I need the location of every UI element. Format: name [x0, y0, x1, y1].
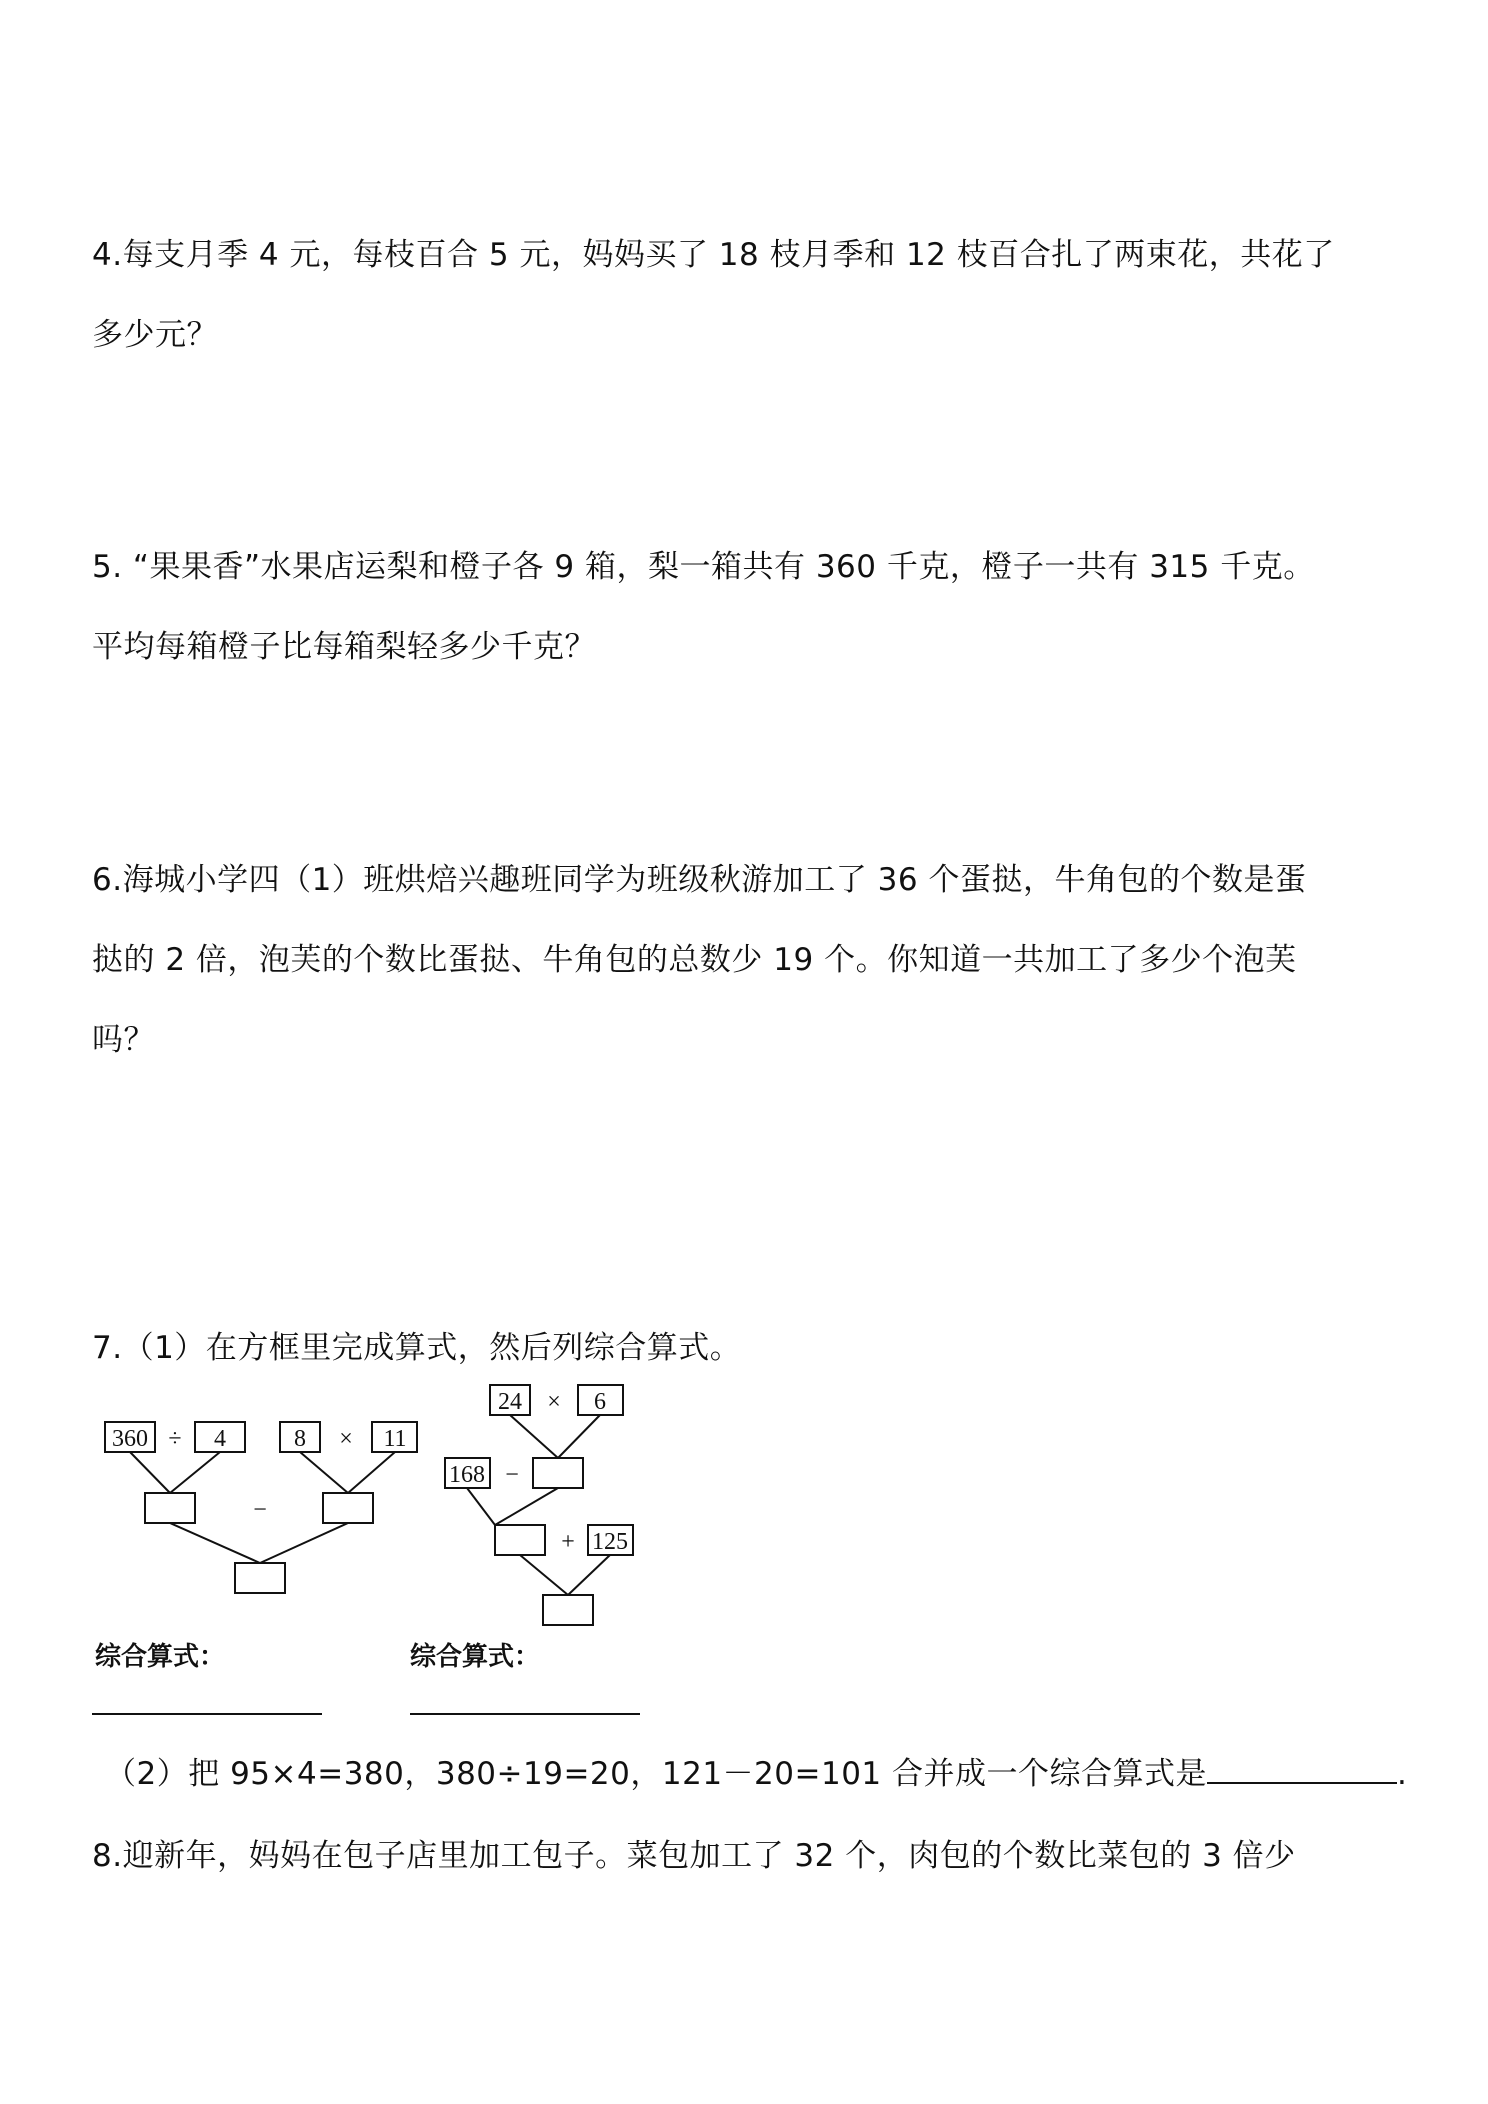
left-tree-divide-sign: ÷ — [168, 1426, 182, 1452]
question-7-part-2-text: （2）把 95×4=380，380÷19=20，121－20=101 合并成一个综合算式是 — [105, 1756, 1207, 1792]
left-tree-number-11: 11 — [383, 1426, 407, 1452]
answer-line-left[interactable] — [92, 1713, 322, 1715]
question-7-part-1: 7.（1）在方框里完成算式，然后列综合算式。 — [92, 1330, 742, 1366]
question-6-line-2: 挞的 2 倍，泡芙的个数比蛋挞、牛角包的总数少 19 个。你知道一共加工了多少个泡芙 — [92, 942, 1297, 978]
calc-tree-right-diagram — [440, 1380, 670, 1640]
question-4-line-2: 多少元？ — [92, 317, 218, 353]
combined-formula-label-left: 综合算式： — [95, 1642, 226, 1672]
right-tree-plus-sign: + — [561, 1529, 575, 1555]
question-6-line-1: 6.海城小学四（1）班烘焙兴趣班同学为班级秋游加工了 36 个蛋挞，牛角包的个数是蛋 — [92, 862, 1307, 898]
left-tree-minus-sign: − — [253, 1497, 267, 1523]
left-tree-number-4: 4 — [214, 1426, 226, 1452]
right-tree-number-24: 24 — [498, 1389, 522, 1415]
right-tree-minus-sign: − — [505, 1462, 519, 1488]
right-tree-number-125: 125 — [592, 1529, 628, 1555]
question-5-line-2: 平均每箱橙子比每箱梨轻多少千克？ — [92, 629, 596, 665]
question-4-line-1: 4.每支月季 4 元，每枝百合 5 元，妈妈买了 18 枝月季和 12 枝百合扎了两束花，共花了 — [92, 237, 1335, 273]
calc-tree-left — [95, 1415, 435, 1605]
left-tree-number-360: 360 — [112, 1426, 148, 1452]
question-7-part-2-blank[interactable] — [1207, 1752, 1397, 1784]
right-tree-multiply-sign: × — [547, 1389, 561, 1415]
question-7-part-2 — [105, 1752, 1407, 1794]
calc-tree-left-diagram — [95, 1415, 435, 1605]
calc-tree-right — [440, 1380, 670, 1640]
combined-formula-label-right: 综合算式： — [410, 1642, 541, 1672]
question-5-line-1: 5. “果果香”水果店运梨和橙子各 9 箱，梨一箱共有 360 千克，橙子一共有 315 千克。 — [92, 549, 1315, 585]
question-6-line-3: 吗？ — [92, 1022, 155, 1058]
right-tree-number-168: 168 — [449, 1462, 485, 1488]
question-7-part-2-period: . — [1397, 1756, 1408, 1792]
question-8-line-1: 8.迎新年，妈妈在包子店里加工包子。菜包加工了 32 个，肉包的个数比菜包的 3 倍少 — [92, 1838, 1296, 1874]
left-tree-multiply-sign: × — [339, 1426, 353, 1452]
right-tree-number-6: 6 — [594, 1389, 606, 1415]
answer-line-right[interactable] — [410, 1713, 640, 1715]
left-tree-number-8: 8 — [294, 1426, 306, 1452]
